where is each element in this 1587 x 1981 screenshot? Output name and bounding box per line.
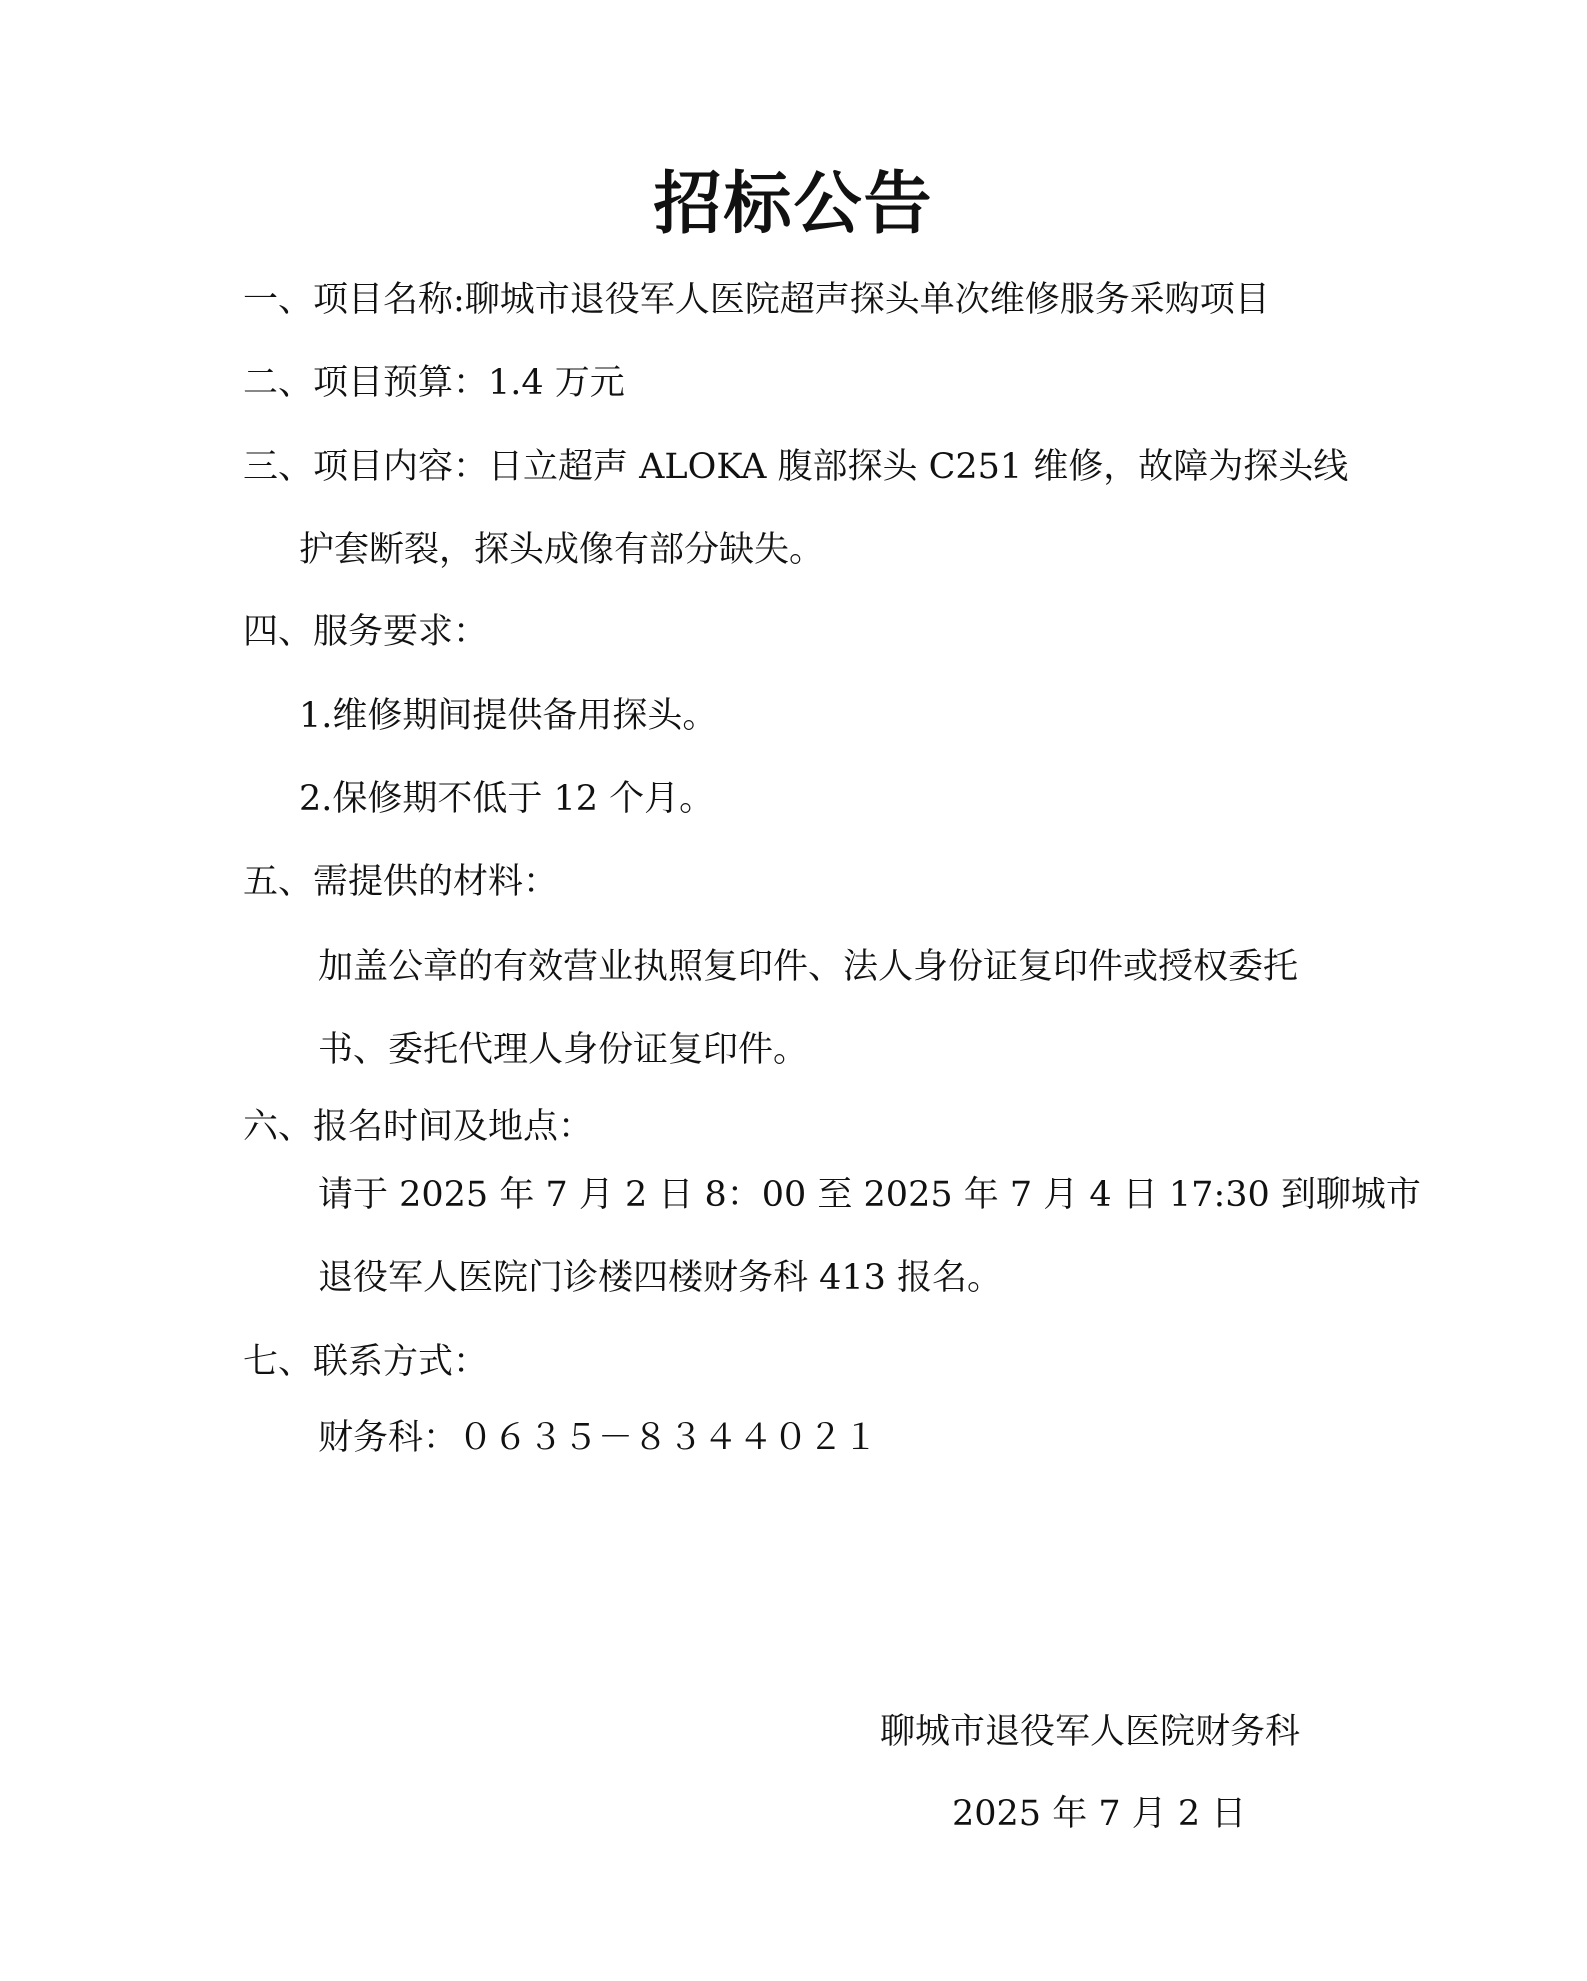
contact-phone: 财务科：０６３５－８３４４０２１ xyxy=(318,1418,879,1458)
page-title: 招标公告 xyxy=(653,165,934,244)
section-service-requirements: 四、服务要求： xyxy=(243,612,489,652)
registration-text-cont: 退役军人医院门诊楼四楼财务科 413 报名。 xyxy=(318,1258,1003,1298)
requirement-item-2: 2.保修期不低于 12 个月。 xyxy=(299,779,715,819)
materials-text-cont: 书、委托代理人身份证复印件。 xyxy=(318,1030,809,1070)
section-project-content: 三、项目内容：日立超声 ALOKA 腹部探头 C251 维修，故障为探头线 xyxy=(243,447,1349,487)
section-project-budget: 二、项目预算：1.4 万元 xyxy=(243,363,625,403)
materials-text: 加盖公章的有效营业执照复印件、法人身份证复印件或授权委托 xyxy=(318,947,1299,987)
section-project-name: 一、项目名称:聊城市退役军人医院超声探头单次维修服务采购项目 xyxy=(243,280,1270,320)
section-registration: 六、报名时间及地点： xyxy=(243,1107,594,1147)
section-materials: 五、需提供的材料： xyxy=(243,862,559,902)
signature-date: 2025 年 7 月 2 日 xyxy=(952,1794,1247,1834)
signature-organization: 聊城市退役军人医院财务科 xyxy=(880,1712,1301,1752)
requirement-item-1: 1.维修期间提供备用探头。 xyxy=(299,696,718,736)
section-project-content-cont: 护套断裂，探头成像有部分缺失。 xyxy=(299,530,825,570)
section-contact: 七、联系方式： xyxy=(243,1342,489,1382)
registration-text: 请于 2025 年 7 月 2 日 8：00 至 2025 年 7 月 4 日 17:30 到聊城市 xyxy=(318,1175,1421,1215)
